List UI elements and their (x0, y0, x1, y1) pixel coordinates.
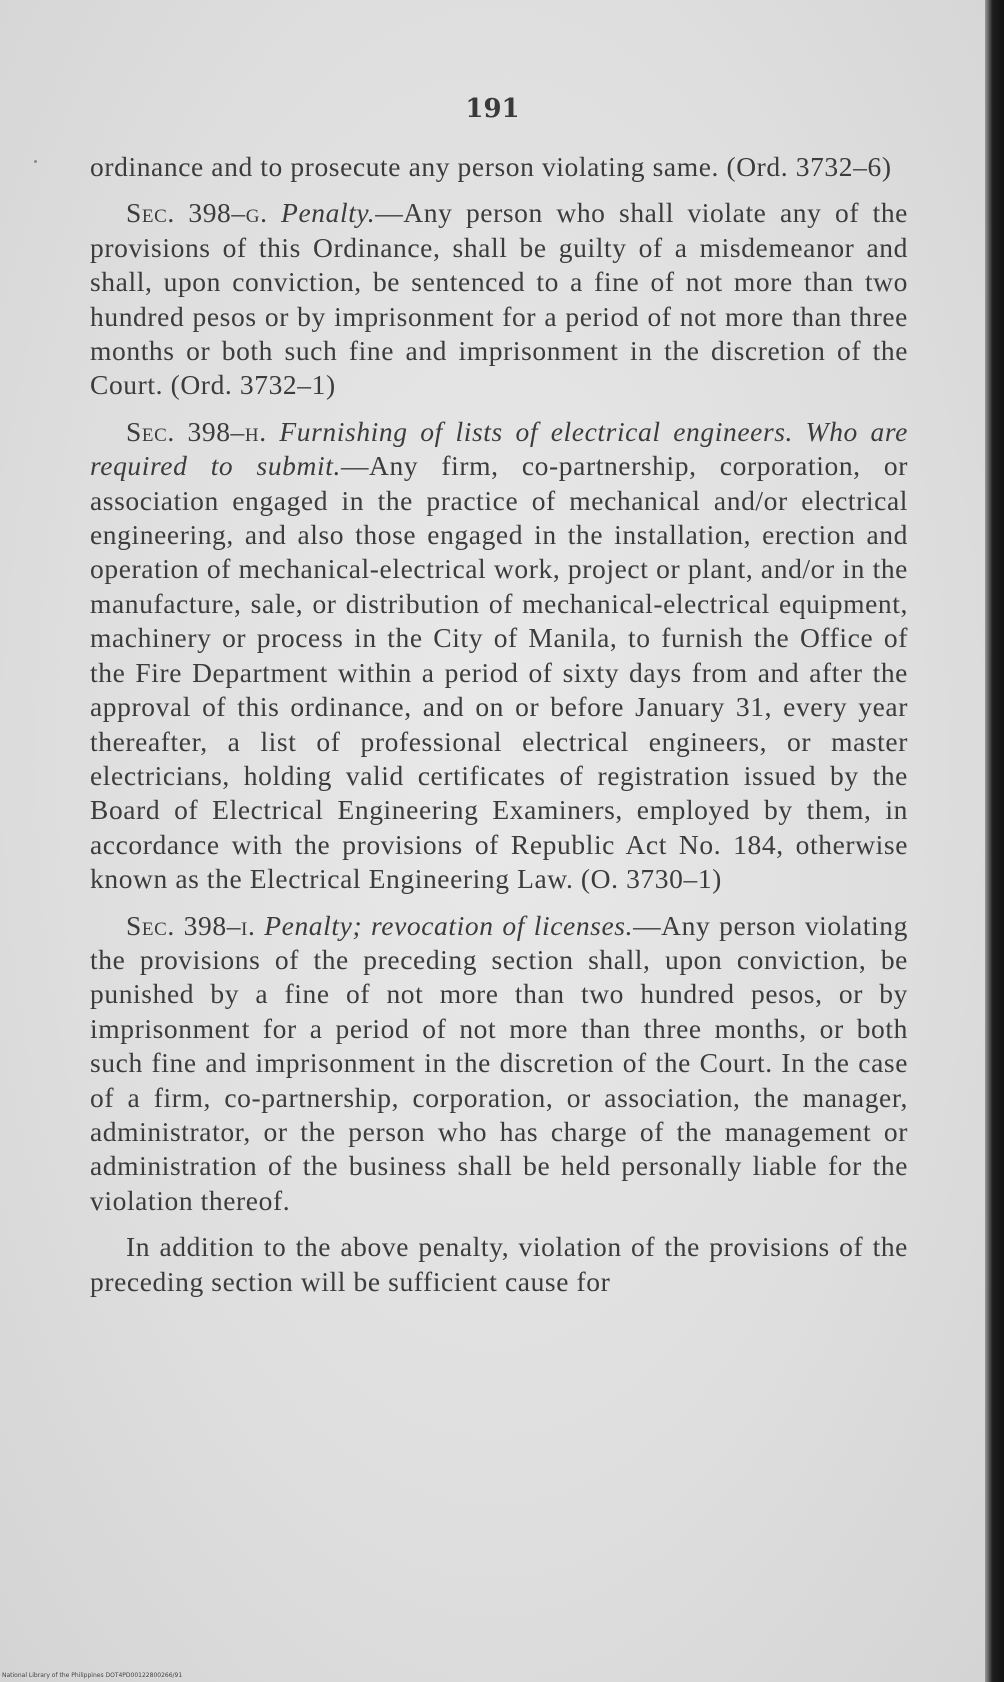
library-watermark: National Library of the Philippines DOT4PD00122800266/91 (2, 1672, 183, 1679)
scan-speck (34, 160, 37, 163)
section-heading: Penalty; revocation of licenses. (264, 909, 634, 941)
paragraph-text: —Any person who shall violate any of the provisions of this Ordinance, shall be guilty of a misdemeanor and shall, upon conviction, be sentenced to a fine of not more than two hundred pesos or by imprisonment for a period of not more than three months or both such fine and imprisonment in the discretion of the Court. (Ord. 3732–1) (90, 197, 908, 401)
paragraph-additional-penalty (90, 1230, 908, 1299)
body-text (90, 150, 908, 1311)
page-number: 191 (465, 94, 520, 124)
section-number: Sec. 398–g. (126, 197, 268, 229)
section-heading: Furnishing of lists of electrical engineers. Who are required to submit. (90, 415, 908, 482)
section-398-i (90, 909, 908, 1219)
section-heading: Penalty. (281, 197, 376, 229)
section-398-h (90, 415, 908, 897)
section-number: Sec. 398–i. (126, 909, 256, 941)
scan-edge (985, 0, 1004, 1682)
section-number: Sec. 398–h. (126, 415, 267, 447)
paragraph-text: ordinance and to prosecute any person violating same. (Ord. 3732–6) (90, 151, 892, 182)
paragraph-text: —Any firm, co-partnership, corporation, or association engaged in the practice of mechanical and/or electrical engineering, and also those engaged in the installation, erection and operation of mechanical-electrical work, project or plant, and/or in the manufacture, sale, or distribution of mechanical-electrical equipment, machinery or process in the City of Manila, to furnish the Office of the Fire Department within a period of sixty days from and after the approval of this ordinance, and on or before January 31, every year thereafter, a list of professional electrical engineers, or master electricians, holding valid certificates of registration issued by the Board of Electrical Engineering Examiners, employed by them, in accordance with the provisions of Republic Act No. 184, otherwise known as the Electrical Engineering Law. (O. 3730–1) (90, 450, 908, 895)
section-398-g (90, 196, 908, 402)
paragraph-text: In addition to the above penalty, violation of the provisions of the preceding section will be sufficient cause for (90, 1231, 908, 1297)
paragraph-text: —Any person violating the provisions of the preceding section shall, upon conviction, be punished by a fine of not more than two hundred pesos, or by imprisonment for a period of not more than three months, or both such fine and imprisonment in the discretion of the Court. In the case of a firm, co-partnership, corporation, or association, the manager, administrator, or the person who has charge of the management or administration of the business shall be held personally liable for the violation thereof. (90, 909, 908, 1216)
paragraph-continuation (90, 150, 908, 184)
